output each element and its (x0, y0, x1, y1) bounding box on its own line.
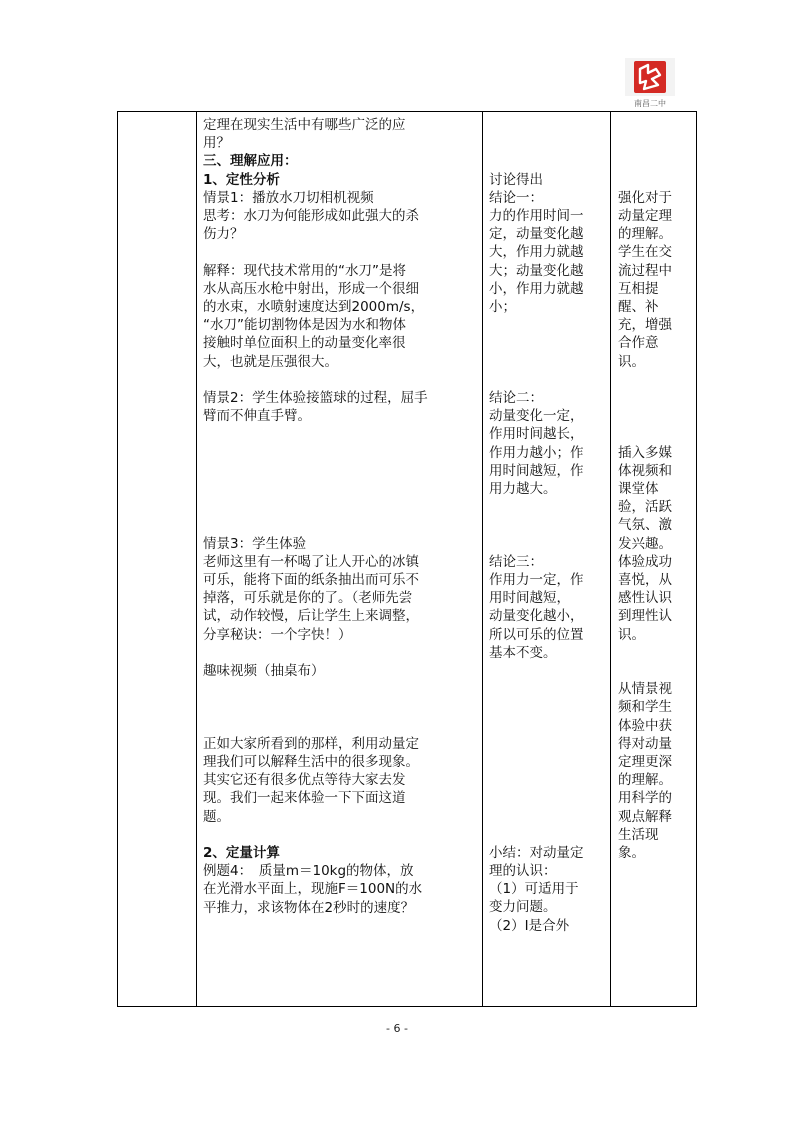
text-line: 课堂体 (618, 480, 659, 497)
blank-line (203, 371, 475, 389)
blank-line (489, 698, 606, 716)
text-line: 气氛、激 (618, 517, 672, 534)
blank-line (203, 717, 475, 735)
text-line: 体视频和 (618, 462, 672, 479)
text-line: 得对动量 (618, 735, 672, 752)
text-line: 试，动作较慢，后让学生上来调整， (203, 608, 419, 625)
text-line: 分享秘诀：一个字快！） (203, 626, 352, 643)
text-line: 定理更深 (618, 753, 672, 770)
table-bottom-border (117, 1006, 697, 1007)
blank-line (489, 826, 606, 844)
blank-line (489, 753, 606, 771)
blank-line (203, 462, 475, 480)
text-line: 观点解释 (618, 808, 672, 825)
text-line: 象。 (618, 844, 645, 861)
text-line: 所以可乐的位置 (489, 626, 584, 643)
text-line: 验，活跃 (618, 499, 672, 516)
blank-line (489, 516, 606, 534)
text-line: 喜悦，从 (618, 571, 672, 588)
blank-line (203, 644, 475, 662)
text-line: 感性认识 (618, 590, 672, 607)
design-intent-column (618, 116, 688, 862)
blank-line (489, 152, 606, 170)
blank-line (203, 680, 475, 698)
text-line: 三、理解应用： (203, 153, 298, 170)
blank-line (489, 735, 606, 753)
text-line: 可乐，能将下面的纸条抽出而可乐不 (203, 571, 419, 588)
text-line: 生活现 (618, 826, 659, 843)
blank-line (489, 789, 606, 807)
blank-line (489, 662, 606, 680)
blank-line (489, 371, 606, 389)
text-line: 在光滑水平面上，现施F＝100N的水 (203, 881, 423, 898)
text-line: 的理解。 (618, 226, 672, 243)
text-line: 互相提 (618, 280, 659, 297)
text-line: 发兴趣。 (618, 535, 672, 552)
text-line: 充，增强 (618, 317, 672, 334)
text-line: 醒、补 (618, 298, 659, 315)
text-line: 小，作用力就越 (489, 280, 584, 297)
student-activity-column (489, 116, 606, 935)
logo-emblem (634, 61, 666, 93)
table-divider-2 (482, 111, 483, 1006)
text-line: 小； (489, 298, 516, 315)
text-line: 识。 (618, 353, 645, 370)
blank-line (489, 334, 606, 352)
blank-line (618, 134, 688, 152)
text-line: 大；动量变化越 (489, 262, 584, 279)
text-line: 讨论得出 (489, 171, 543, 188)
text-line: 情景1：播放水刀切相机视频 (203, 189, 374, 206)
teaching-process-column (203, 116, 475, 917)
text-line: 作用力越小；作 (489, 444, 584, 461)
text-line: 插入多媒 (618, 444, 672, 461)
text-line: 流过程中 (618, 262, 672, 279)
blank-line (489, 116, 606, 134)
text-line: 合作意 (618, 335, 659, 352)
blank-line (618, 152, 688, 170)
blank-line (618, 171, 688, 189)
text-line: 接触时单位面积上的动量变化率很 (203, 335, 406, 352)
blank-line (203, 498, 475, 516)
blank-line (489, 134, 606, 152)
blank-line (618, 644, 688, 662)
text-line: 用力越大。 (489, 480, 557, 497)
text-line: 的水束，水喷射速度达到2000m/s， (203, 299, 425, 316)
text-line: 大，也就是压强很大。 (203, 353, 338, 370)
blank-line (203, 698, 475, 716)
text-line: 结论三： (489, 553, 543, 570)
table-left-border (117, 111, 118, 1006)
text-line: 频和学生 (618, 699, 672, 716)
text-line: 力的作用时间一 (489, 207, 584, 224)
text-line: 情景3：学生体验 (203, 535, 307, 552)
text-line: 作用时间越长， (489, 426, 584, 443)
text-line: （2）I是合外 (489, 917, 570, 934)
table-divider-1 (196, 111, 197, 1006)
text-line: 动量定理 (618, 207, 672, 224)
blank-line (489, 680, 606, 698)
text-line: 用时间越短， (489, 590, 570, 607)
blank-line (489, 535, 606, 553)
text-line: 定，动量变化越 (489, 226, 584, 243)
school-logo (625, 58, 675, 110)
text-line: 题。 (203, 808, 230, 825)
page-number: - 6 - (386, 1022, 408, 1035)
blank-line (618, 407, 688, 425)
text-line: 臂而不伸直手臂。 (203, 408, 311, 425)
text-line: 老师这里有一杯喝了让人开心的冰镇 (203, 553, 419, 570)
table-divider-3 (610, 111, 611, 1006)
text-line: 思考：水刀为何能形成如此强大的杀 (203, 208, 419, 225)
blank-line (203, 480, 475, 498)
blank-line (203, 826, 475, 844)
blank-line (203, 516, 475, 534)
text-line: 到理性认 (618, 608, 672, 625)
text-line: 用科学的 (618, 790, 672, 807)
text-line: 平推力，求该物体在2秒时的速度？ (203, 899, 415, 916)
text-line: 体验中获 (618, 717, 672, 734)
text-line: 作用力一定，作 (489, 571, 584, 588)
logo-caption: 南昌二中 (634, 99, 666, 108)
text-line: 从情景视 (618, 681, 672, 698)
text-line: 理我们可以解释生活中的很多现象。 (203, 753, 419, 770)
text-line: 大，作用力就越 (489, 244, 584, 261)
text-line: 强化对于 (618, 189, 672, 206)
text-line: 水从高压水枪中射出，形成一个很细 (203, 280, 419, 297)
text-line: 定理在现实生活中有哪些广泛的应 (203, 117, 406, 133)
blank-line (489, 771, 606, 789)
text-line: 用时间越短，作 (489, 462, 584, 479)
text-line: 学生在交 (618, 244, 672, 261)
text-line: 现。我们一起来体验一下下面这道 (203, 790, 406, 807)
blank-line (489, 807, 606, 825)
text-line: 例题4： 质量m＝10kg的物体，放 (203, 863, 414, 880)
text-line: 动量变化越小， (489, 608, 584, 625)
text-line: 动量变化一定， (489, 408, 584, 425)
text-line: 结论一： (489, 189, 543, 206)
text-line: 伤力？ (203, 226, 244, 243)
text-line: 解释：现代技术常用的“水刀”是将 (203, 262, 406, 279)
text-line: 结论二： (489, 389, 543, 406)
text-line: 体验成功 (618, 553, 672, 570)
text-line: 1、定性分析 (203, 171, 280, 188)
text-line: 识。 (618, 626, 645, 643)
blank-line (618, 371, 688, 389)
blank-line (203, 425, 475, 443)
blank-line (618, 662, 688, 680)
blank-line (203, 444, 475, 462)
blank-line (489, 316, 606, 334)
text-line: 趣味视频（抽桌布） (203, 662, 325, 679)
text-line: 用？ (203, 135, 230, 152)
blank-line (618, 425, 688, 443)
text-line: 变力问题。 (489, 899, 557, 916)
text-line: 基本不变。 (489, 644, 557, 661)
blank-line (489, 717, 606, 735)
table-right-border (696, 111, 697, 1006)
text-line: 情景2：学生体验接篮球的过程，屈手 (203, 390, 428, 407)
text-line: 掉落，可乐就是你的了。（老师先尝 (203, 590, 413, 607)
logo-badge (625, 58, 675, 96)
text-line: 的理解。 (618, 772, 672, 789)
text-line: 小结：对动量定 (489, 844, 584, 861)
blank-line (618, 116, 688, 134)
text-line: 2、定量计算 (203, 844, 280, 861)
blank-line (618, 389, 688, 407)
text-line: 其实它还有很多优点等待大家去发 (203, 772, 406, 789)
text-line: 正如大家所看到的那样，利用动量定 (203, 735, 419, 752)
text-line: “水刀”能切割物体是因为水和物体 (203, 317, 406, 334)
text-line: 理的认识： (489, 863, 557, 880)
blank-line (489, 353, 606, 371)
blank-line (489, 498, 606, 516)
text-line: （1）可适用于 (489, 881, 579, 898)
blank-line (203, 243, 475, 261)
